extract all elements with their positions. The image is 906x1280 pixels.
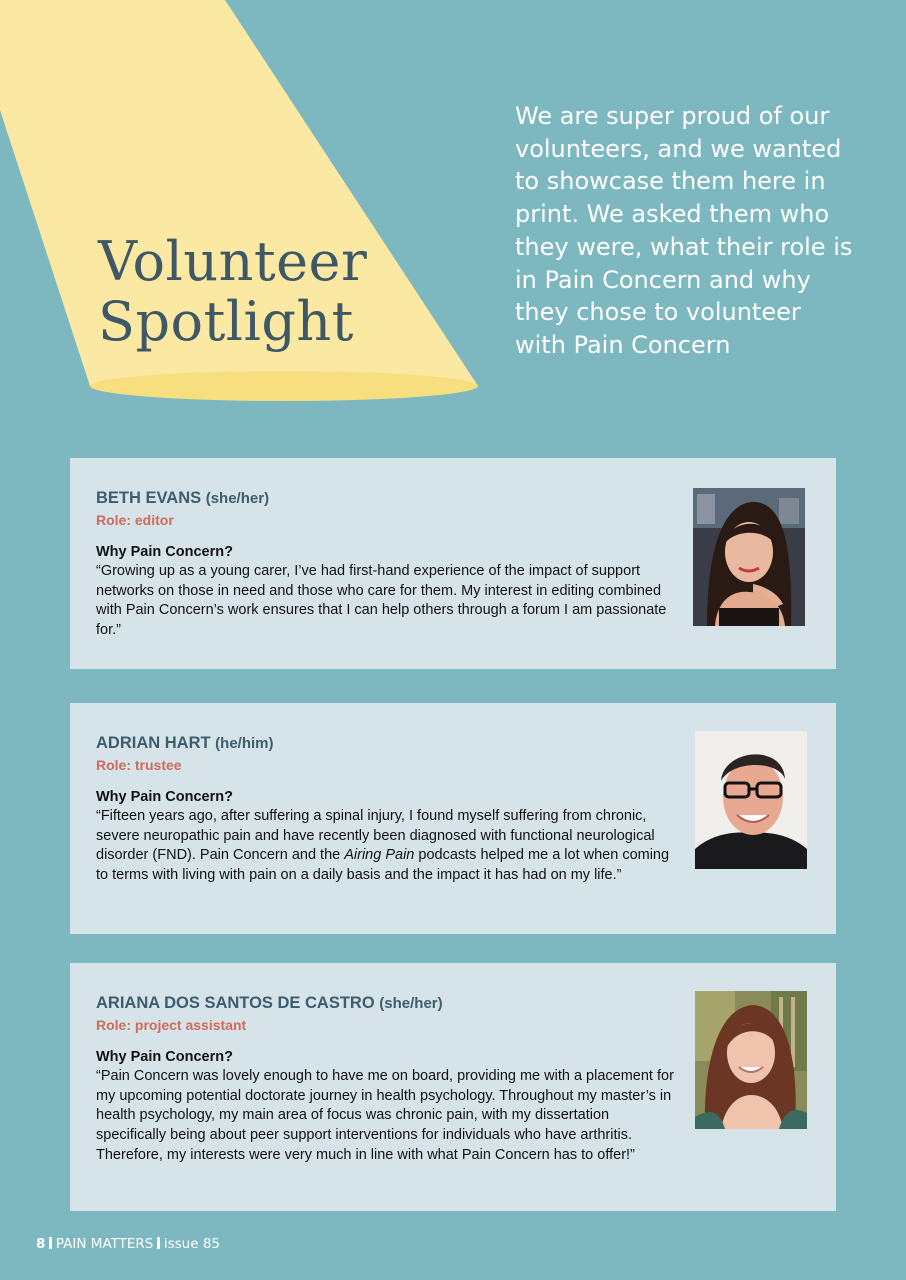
name-text: ARIANA DOS SANTOS DE CASTRO [96,994,375,1012]
pronouns: (she/her) [379,995,443,1012]
why-heading: Why Pain Concern? [96,544,233,560]
footer-separator [49,1237,52,1249]
footer-separator [157,1237,160,1249]
quote-text-end: podcasts helped me a lot when coming to terms with living with pain on a daily basis and the impact it has had on my life.” [96,847,670,884]
pronouns: (she/her) [205,490,270,507]
volunteer-quote [96,807,676,886]
why-heading: Why Pain Concern? [96,789,233,805]
page-title [98,232,367,352]
portrait-photo [695,991,807,1129]
volunteer-role: Role: editor [96,512,174,528]
page-footer [36,1236,220,1252]
page-number: 8 [36,1236,46,1252]
publication-name: PAIN MATTERS [55,1236,154,1252]
quote-text-start: “Fifteen years ago, after suffering a spinal injury, I found myself suffering from chronic, severe neuropathic pain and have recently been diagnosed with functional neurological disorder (FND). Pain Concern and the [96,808,655,864]
volunteer-card-ariana [70,963,836,1211]
volunteer-quote: “Pain Concern was lovely enough to have me on board, providing me with a placement for my upcoming potential doctorate journey in health psychology. Throughout my master’s in health psychology, my main area of focus was chronic pain, with my dissertation specifically being about peer support interventions for individuals who have arthritis. Therefore, my interests were very much in line with what Pain Concern has to offer!” [96,1068,674,1163]
title-line-2: Spotlight [98,290,354,353]
volunteer-card-beth [70,458,836,669]
name-text: ADRIAN HART [96,734,211,752]
volunteer-card-adrian [70,703,836,934]
podcast-title: Airing Pain [344,847,415,864]
volunteer-role: Role: trustee [96,757,182,773]
volunteer-role: Role: project assistant [96,1017,247,1033]
volunteer-name [96,993,676,1014]
portrait-photo [695,731,807,869]
pronouns: (he/him) [215,735,274,752]
name-text: BETH EVANS [96,489,202,507]
title-line-1: Volunteer [98,230,368,293]
issue-label: issue 85 [163,1236,221,1252]
volunteer-name [96,733,676,754]
volunteer-quote: “Growing up as a young carer, I’ve had first-hand experience of the impact of support networks on those in need and those who care for them. My interest in editing combined with Pain Concern’s work ensures that I can help others through a forum I am passionate for.” [96,563,667,639]
volunteer-name [96,488,676,509]
why-heading: Why Pain Concern? [96,1049,233,1065]
portrait-photo [693,488,805,626]
intro-text: We are super proud of our volunteers, and we wanted to showcase them here in print. We asked them who they were, what their role is in Pain Concern and why they chose to volunteer with Pain Concern [515,102,853,359]
